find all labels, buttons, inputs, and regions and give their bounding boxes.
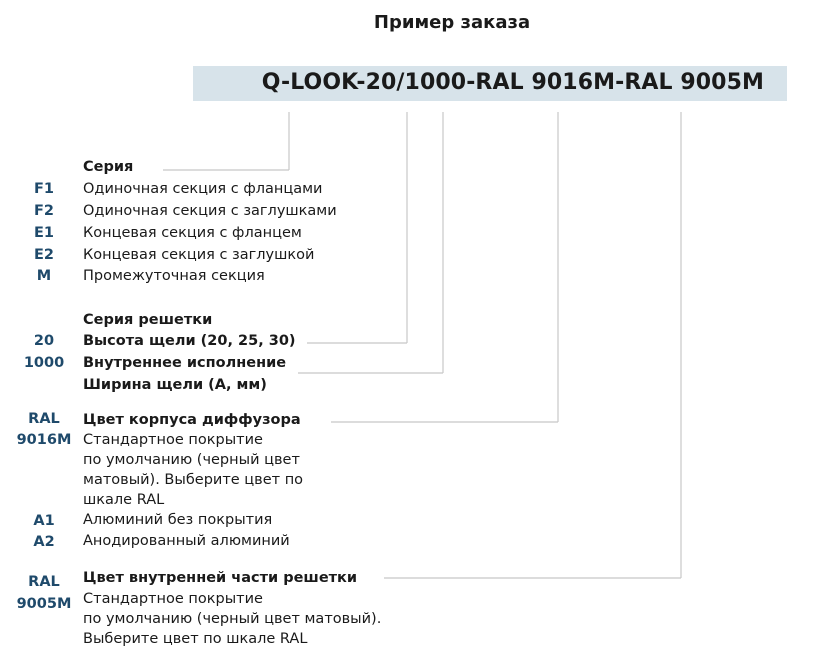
series-code-f2: F2 xyxy=(34,203,54,219)
grille-title: Серия решетки xyxy=(83,312,213,328)
series-title: Серия xyxy=(83,159,134,175)
inner-color-desc-1: Стандартное покрытие xyxy=(83,591,263,607)
page-title: Пример заказа xyxy=(373,12,531,33)
body-color-label-a1: Алюминий без покрытия xyxy=(83,512,273,528)
body-color-code-line2: 9016M xyxy=(16,432,72,448)
series-code-e1: E1 xyxy=(34,225,54,241)
body-color-title: Цвет корпуса диффузора xyxy=(83,412,301,428)
grille-width-code: 1000 xyxy=(23,355,65,371)
body-color-desc-2: по умолчанию (черный цвет xyxy=(83,452,300,468)
inner-color-desc-3: Выберите цвет по шкале RAL xyxy=(83,631,308,647)
series-code-m: M xyxy=(36,268,52,284)
inner-color-code-line1: RAL xyxy=(28,574,60,590)
body-color-label-a2: Анодированный алюминий xyxy=(83,533,290,549)
body-color-code-a2: A2 xyxy=(33,534,55,550)
body-color-code-a1: A1 xyxy=(33,513,55,529)
grille-width-label: Ширина щели (А, мм) xyxy=(83,377,267,393)
series-code-f1: F1 xyxy=(34,181,54,197)
grille-design-label: Внутреннее исполнение xyxy=(83,355,287,371)
body-color-desc-4: шкале RAL xyxy=(83,492,165,508)
series-code-e2: E2 xyxy=(34,247,54,263)
body-color-desc-3: матовый). Выберите цвет по xyxy=(83,472,304,488)
series-label-m: Промежуточная секция xyxy=(83,268,265,284)
body-color-desc-1: Стандартное покрытие xyxy=(83,432,263,448)
inner-color-code-line2: 9005M xyxy=(16,596,72,612)
inner-color-desc-2: по умолчанию (черный цвет матовый). xyxy=(83,611,382,627)
series-label-e2: Концевая секция с заглушкой xyxy=(83,247,315,263)
grille-height-label: Высота щели (20, 25, 30) xyxy=(83,333,296,349)
series-label-f2: Одиночная секция с заглушками xyxy=(83,203,337,219)
series-label-f1: Одиночная секция с фланцами xyxy=(83,181,323,197)
body-color-code-line1: RAL xyxy=(28,411,60,427)
order-code: Q-LOOK-20/1000-RAL 9016M-RAL 9005M xyxy=(261,70,764,95)
grille-height-code: 20 xyxy=(33,333,55,349)
series-label-e1: Концевая секция с фланцем xyxy=(83,225,302,241)
inner-color-title: Цвет внутренней части решетки xyxy=(83,570,358,586)
